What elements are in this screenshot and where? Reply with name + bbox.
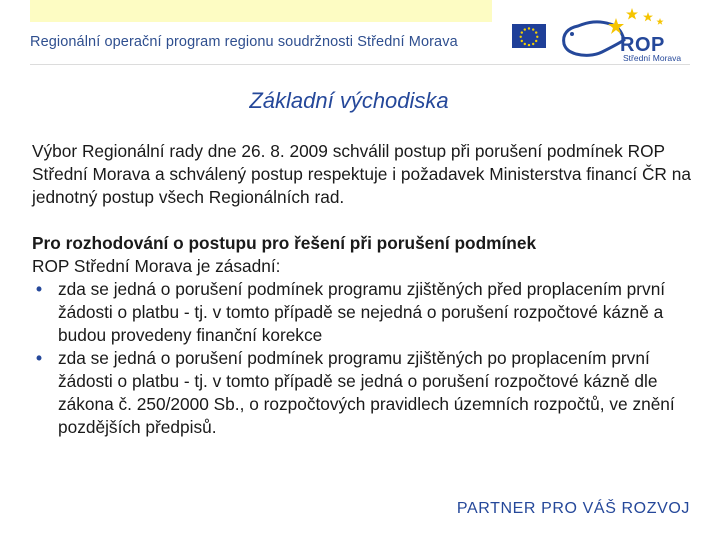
- rop-logo-subtext: Střední Morava: [623, 53, 682, 63]
- header-yellow-bar: [30, 0, 492, 22]
- paragraph-decision-criteria: [32, 232, 696, 278]
- footer-tagline: PARTNER PRO VÁŠ ROZVOJ: [456, 500, 690, 517]
- paragraph-committee-decision: Výbor Regionální rady dne 26. 8. 2009 schválil postup při porušení podmínek ROP Střední Morava a schválený postup respektuje i požadavek Ministerstva financí ČR na jednotný postup všech Regionálních rad.: [32, 141, 691, 207]
- list-item: [32, 278, 696, 347]
- paragraph-gap: [32, 209, 696, 232]
- bullet-icon: •: [35, 279, 43, 299]
- slide-content: [32, 140, 696, 439]
- list-item: [32, 347, 696, 439]
- program-title: Regionální operační program regionu soudržnosti Střední Morava: [30, 34, 458, 50]
- bullet-icon: •: [35, 348, 43, 368]
- criteria-bullet-list: [32, 278, 696, 439]
- criteria-intro-rest: ROP Střední Morava je zásadní:: [32, 256, 281, 276]
- criteria-intro-bold: Pro rozhodování o postupu pro řešení při porušení podmínek: [32, 233, 537, 253]
- slide-title: Základní východiska: [249, 88, 449, 113]
- bullet-text: zda se jedná o porušení podmínek programu zjištěných po proplacením první žádosti o platbu - tj. v tomto případě se jedná o porušení rozpočtové kázně dle zákona č. 250/2000 Sb., o rozpočtových pravidlech územních rozpočtů, ve znění pozdějších předpisů.: [58, 348, 675, 437]
- rop-logo-text: ROP: [620, 34, 665, 56]
- eu-flag-icon: [512, 24, 546, 48]
- bullet-text: zda se jedná o porušení podmínek programu zjištěných před proplacením první žádosti o platbu - tj. v tomto případě se nejedná o porušení rozpočtové kázně a budou provedeny finanční korekce: [58, 279, 666, 345]
